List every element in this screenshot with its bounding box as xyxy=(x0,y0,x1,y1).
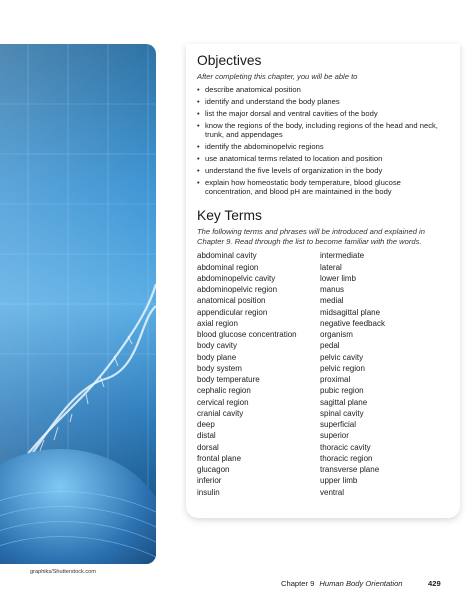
key-term: pelvic region xyxy=(320,363,365,373)
key-term: ventral xyxy=(320,487,345,497)
key-term: body cavity xyxy=(197,341,238,351)
key-term: medial xyxy=(320,296,344,306)
bullet-icon: • xyxy=(197,108,200,118)
list-item: • list the major dorsal and ventral cavities of the body xyxy=(197,108,378,118)
key-term: superficial xyxy=(320,420,357,430)
bullet-icon: • xyxy=(197,153,200,163)
key-term: lower limb xyxy=(320,273,357,283)
key-term: abdominal cavity xyxy=(197,251,257,261)
list-item: • explain how homeostatic body temperature, blood glucose concentration, and blood pH are maintained in the body xyxy=(197,177,401,197)
objectives-heading: Objectives xyxy=(197,53,262,68)
page-number: 429 xyxy=(428,579,441,588)
list-item: • describe anatomical position xyxy=(197,84,301,94)
bullet-icon: • xyxy=(197,165,200,175)
list-item: • know the regions of the body, including regions of the head and neck, trunk, and appendages xyxy=(197,120,438,139)
key-term: cephalic region xyxy=(197,386,251,396)
chapter-label: Chapter 9 xyxy=(281,579,315,588)
key-term: inferior xyxy=(197,476,222,486)
chapter-title: Human Body Orientation xyxy=(319,579,403,588)
key-term: insulin xyxy=(197,487,220,497)
key-term: frontal plane xyxy=(197,453,242,463)
page-footer xyxy=(281,579,441,588)
key-term: manus xyxy=(320,285,345,295)
key-term: cranial cavity xyxy=(197,408,244,418)
key-term: dorsal xyxy=(197,442,219,452)
key-term: pelvic cavity xyxy=(320,352,364,362)
key-term: thoracic cavity xyxy=(320,442,371,452)
bullet-icon: • xyxy=(197,96,200,106)
chapter-opener-image xyxy=(0,44,156,564)
key-term: distal xyxy=(197,431,216,441)
dna-helix-illustration xyxy=(0,44,156,564)
key-term: deep xyxy=(197,420,215,430)
key-term: abdominal region xyxy=(197,262,259,272)
key-term: thoracic region xyxy=(320,453,373,463)
key-term: lateral xyxy=(320,262,342,272)
key-terms-intro: The following terms and phrases will be introduced and explained in Chapter 9. Read through the list to become familiar with the words. xyxy=(197,227,425,247)
key-term: appendicular region xyxy=(197,307,268,317)
key-term: midsagittal plane xyxy=(320,307,381,317)
key-term: upper limb xyxy=(320,476,358,486)
key-term: sagittal plane xyxy=(320,397,368,407)
key-term: organism xyxy=(320,330,353,340)
objectives-intro: After completing this chapter, you will be able to xyxy=(197,72,358,81)
key-term: proximal xyxy=(320,375,351,385)
key-term: abdominopelvic cavity xyxy=(197,273,276,283)
key-term: cervical region xyxy=(197,397,249,407)
bullet-icon: • xyxy=(197,141,200,151)
key-terms-list xyxy=(197,250,450,498)
key-term: spinal cavity xyxy=(320,408,364,418)
list-item: • understand the five levels of organization in the body xyxy=(197,165,383,175)
key-terms-column-2 xyxy=(320,250,440,498)
bullet-icon: • xyxy=(197,177,200,187)
key-term: negative feedback xyxy=(320,318,385,328)
bullet-icon: • xyxy=(197,84,200,94)
key-term: anatomical position xyxy=(197,296,266,306)
key-terms-column-1 xyxy=(197,250,320,498)
key-term: intermediate xyxy=(320,251,365,261)
list-item: • identify and understand the body planes xyxy=(197,96,340,106)
bullet-icon: • xyxy=(197,120,200,130)
key-term: blood glucose concentration xyxy=(197,330,297,340)
key-term: body temperature xyxy=(197,375,260,385)
image-credit: graphiks/Shutterstock.com xyxy=(30,569,96,575)
key-term: abdominopelvic region xyxy=(197,285,278,295)
objectives-list xyxy=(197,85,450,197)
key-term: transverse plane xyxy=(320,465,380,475)
key-term: glucagon xyxy=(197,465,230,475)
key-term: superior xyxy=(320,431,349,441)
key-term: body system xyxy=(197,363,242,373)
key-term: body plane xyxy=(197,352,237,362)
key-terms-heading: Key Terms xyxy=(197,208,262,224)
key-term: pubic region xyxy=(320,386,364,396)
list-item: • use anatomical terms related to location and position xyxy=(197,153,383,163)
content-panel xyxy=(186,44,460,518)
list-item: • identify the abdominopelvic regions xyxy=(197,141,324,151)
key-term: axial region xyxy=(197,318,238,328)
key-term: pedal xyxy=(320,341,340,351)
